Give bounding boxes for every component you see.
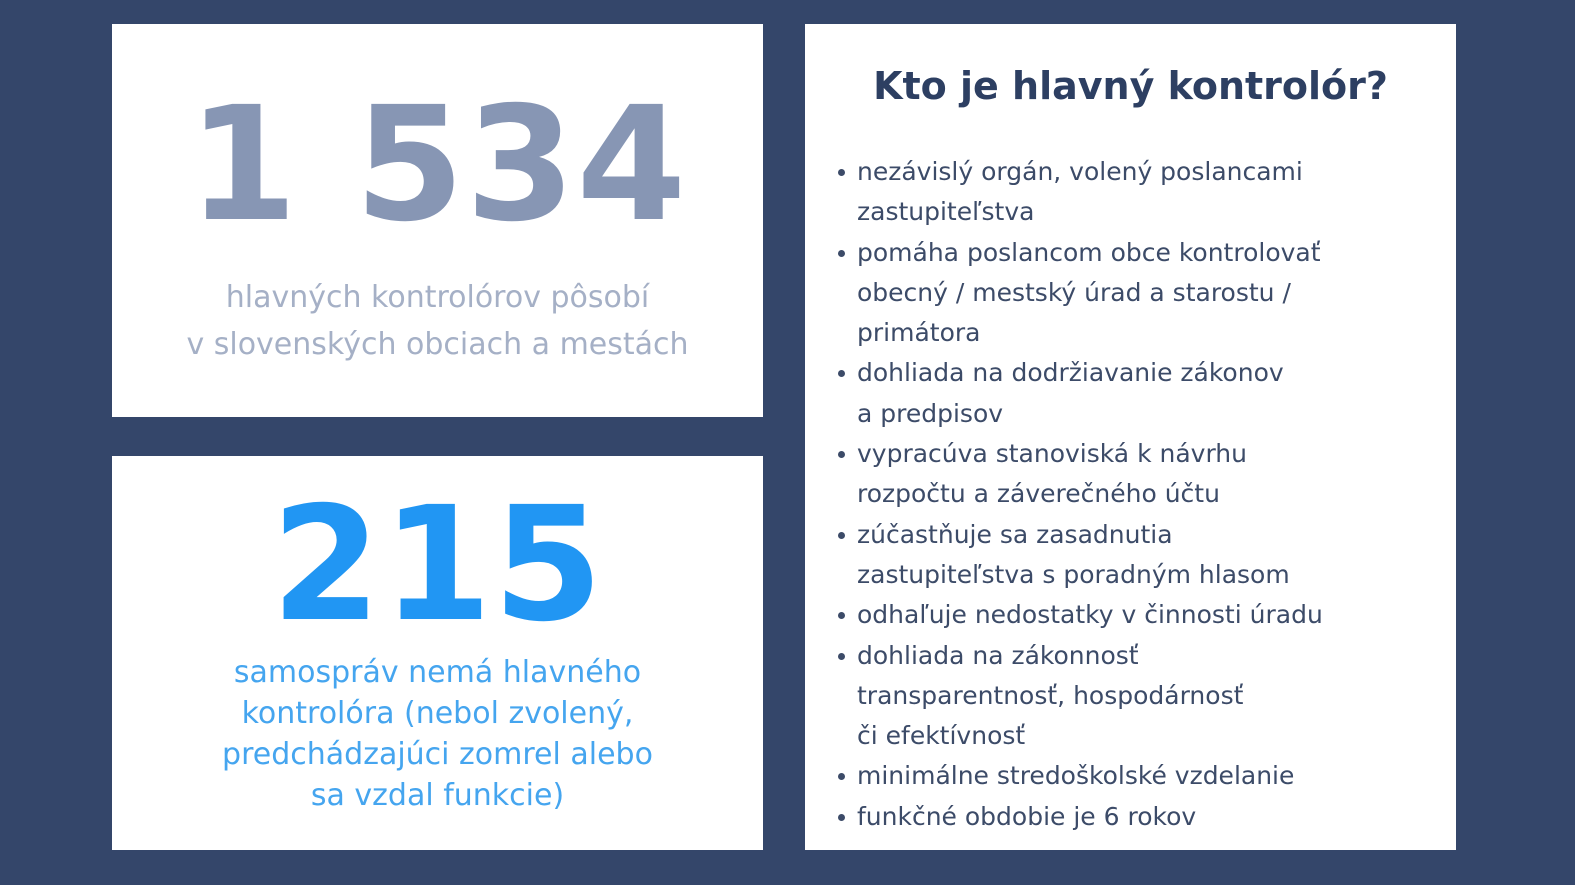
info-list-item	[835, 353, 1440, 434]
total-caption-line: hlavných kontrolórov pôsobí	[225, 280, 650, 315]
info-list-item	[835, 756, 1440, 796]
info-item-line: zastupiteľstva	[857, 197, 1035, 227]
info-item-line: zúčastňuje sa zasadnutia	[857, 519, 1173, 549]
info-item-line: vypracúva stanoviská k návrhu	[857, 439, 1247, 469]
info-title: Kto je hlavný kontrolór?	[873, 64, 1388, 108]
missing-caption-line: samospráv nemá hlavného	[233, 655, 642, 690]
missing-controllers-caption	[112, 652, 763, 816]
controller-info-card	[805, 24, 1456, 850]
missing-caption-line: predchádzajúci zomrel alebo	[222, 737, 653, 772]
info-item-line: transparentnosť, hospodárnosť	[857, 680, 1244, 710]
info-list-item	[835, 515, 1440, 596]
missing-caption-line: kontrolóra (nebol zvolený,	[241, 696, 634, 731]
info-item-line: pomáha poslancom obce kontrolovať	[857, 237, 1321, 267]
total-controllers-number: 1 534	[187, 73, 688, 257]
info-item-line: primátora	[857, 318, 981, 348]
info-list-item	[835, 233, 1440, 354]
missing-caption-line: sa vzdal funkcie)	[310, 778, 565, 813]
info-list-item	[835, 595, 1440, 635]
info-item-line: minimálne stredoškolské vzdelanie	[857, 761, 1295, 791]
info-list-item	[835, 152, 1440, 233]
missing-controllers-number: 215	[271, 473, 604, 657]
info-item-line: či efektívnosť	[857, 721, 1026, 751]
info-item-line: zastupiteľstva s poradným hlasom	[857, 559, 1290, 589]
info-item-line: odhaľuje nedostatky v činnosti úradu	[857, 600, 1323, 630]
info-item-line: obecný / mestský úrad a starostu /	[857, 277, 1291, 307]
info-list-item	[835, 636, 1440, 757]
info-list-item	[835, 434, 1440, 515]
total-controllers-card	[112, 24, 763, 417]
info-list-item	[835, 797, 1440, 837]
total-controllers-caption	[112, 274, 763, 368]
info-item-line: dohliada na zákonnosť	[857, 640, 1139, 670]
info-item-line: rozpočtu a záverečného účtu	[857, 479, 1220, 509]
missing-controllers-card	[112, 456, 763, 850]
total-caption-line: v slovenských obciach a mestách	[186, 327, 689, 362]
info-list	[835, 152, 1440, 837]
info-item-line: funkčné obdobie je 6 rokov	[857, 801, 1197, 831]
info-item-line: nezávislý orgán, volený poslancami	[857, 157, 1303, 186]
info-item-line: a predpisov	[857, 398, 1004, 428]
info-item-line: dohliada na dodržiavanie zákonov	[857, 358, 1284, 388]
